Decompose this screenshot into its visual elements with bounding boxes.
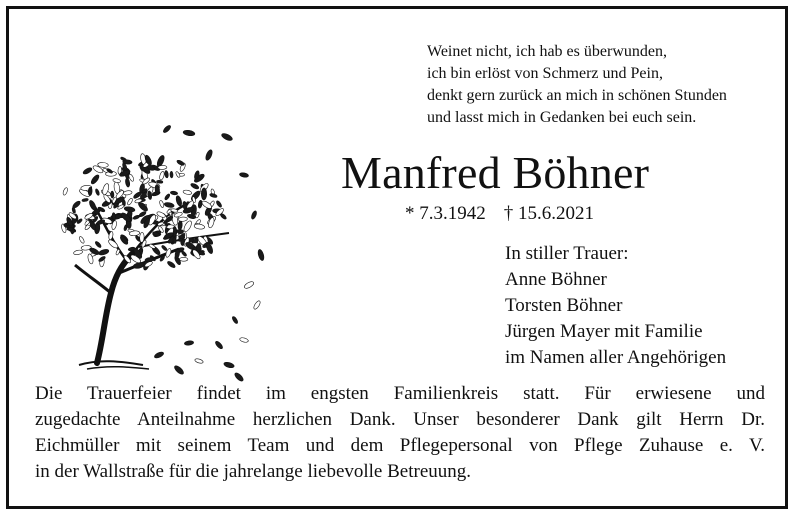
mourner-name: Jürgen Mayer mit Familie (505, 321, 703, 342)
death-date: † 15.6.2021 (503, 203, 594, 224)
poem-line: ich bin erlöst von Schmerz und Pein, (427, 65, 663, 82)
poem (427, 41, 787, 129)
mourner-name: Torsten Böhner (505, 295, 623, 316)
notice-line: Eichmüller mit seinem Team und dem Pflegepersonal von Pflege Zuhause e. V. (35, 435, 765, 456)
poem-line: denkt gern zurück an mich in schönen Stunden (427, 87, 727, 104)
mourners-heading: In stiller Trauer: (505, 243, 629, 264)
notice-line: zugedachte Anteilnahme herzlichen Dank. Unser besonderer Dank gilt Herrn Dr. (35, 409, 765, 430)
funeral-notice (35, 381, 765, 485)
poem-line: Weinet nicht, ich hab es überwunden, (427, 43, 667, 60)
notice-line: Die Trauerfeier findet im engsten Familienkreis statt. Für erwiesene und (35, 383, 765, 404)
windswept-tree-icon (39, 115, 269, 385)
poem-line: und lasst mich in Gedanken bei euch sein. (427, 109, 697, 126)
mourners-list (505, 241, 726, 371)
birth-date: * 7.3.1942 (405, 203, 486, 224)
deceased-name: Manfred Böhner (341, 147, 650, 198)
mourner-name: Anne Böhner (505, 269, 607, 290)
life-dates (405, 202, 594, 226)
mourner-name: im Namen aller Angehörigen (505, 347, 727, 368)
notice-line: in der Wallstraße für die jahrelange liebevolle Betreuung. (35, 461, 472, 482)
obituary-frame (6, 6, 788, 509)
